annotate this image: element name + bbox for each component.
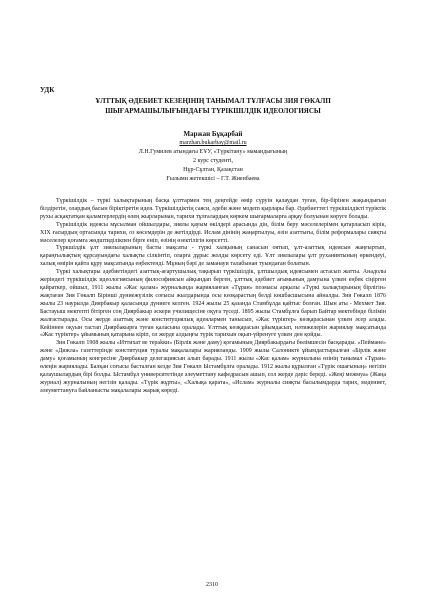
author-affiliation: Л.Н.Гумилев атындағы ЕҰУ, «Түркітану» мамандығының	[138, 149, 288, 155]
title-line-2: ШЫҒАРМАШЫЛЫҒЫНДАҒЫ ТҮРІКШІЛДІК ИДЕОЛОГИЯСЫ	[105, 107, 321, 115]
author-name: Маржан Бұқарбай	[183, 130, 243, 138]
paragraph: Зия Гөкалп 1908 жылы «Иттихат ве тераkки» (Бірлік және даму) қоғамының Диярбакырдағы бөлімшесін басқарады. «Пеймане» және «Дижла» газеттерінде конституция туралы мақалалары жарияланды. 1909 жылы Салоникте ұйымдастырылған «Бірлік және даму» қоғамының конгресіне Диярбакыр делегациясын алып барады. 1911 жылы «Жас қалам» журналына өзінің танымал «Тұран» өлеңін жариялады. Балқан соғысы басталған кезде Зия Гөкалп Ыстамбұлға оралады. 1912 жылы құрылған «Түрік ошағының» негізін қалаушылардың бірі болды. Ыстамбұл университетінде әлеуметтану кафедрасын ашып, сол жерде дәріс береді. «Жеңі межмуа» (Жаңа журнал) журналының негізін қалады. «Түрік жұрты», «Халықа қарата», «Ислам» журналы сияқты басылымдарда тарих, мәдениет, әлеуметтануға байланысты мақалалары жарық көреді.	[40, 340, 386, 394]
author-course: 2 курс студенті,	[192, 158, 234, 164]
article-title	[40, 96, 386, 116]
author-email[interactable]: marzhan.bukarbay@mail.ru	[179, 140, 247, 146]
author-block	[40, 130, 386, 184]
page-number: 2310	[206, 582, 218, 588]
title-line-1: ҰЛТТЫҚ ӘДЕБИЕТ КЕЗЕҢІНІҢ ТАНЫМАЛ ТҰЛҒАСЫ ЗИЯ ГӨКАЛП	[95, 97, 331, 105]
paragraph: Түркі халықтары әдебиетіндегі азаттық-ағартушылық тақырып түркішілдік, ұлтшылдық идеясымен астасып жатты. Анадолы жеріндегі түркішілдік идеологиясының философиясын айқындап берген, ұлттық әдебиет ағымының дамуына үлкен еңбек сіңірген қайраткер, ойшыл, 1911 жылы «Жас қалам» журналында жарияланған «Тұран» поэмасы арқылы «Түркі халықтарының бірлігін» жақтаған Зия Гөкалп Бірінші дүниежүзілік соғысы жылдарында осы көзқарастың белді көшбасшысына айналды. Зия Гөкалп 1876 жылы 23 наурызда Диярбакыр қаласында дүниеге келген. 1924 жылы 25 қазанда Стамбұлда қайтыс болған. Шын аты - Мехмет Зия. Бастауыш мектепті бітірген соң Диярбакыр әскери училищесіне оқуға түседі. 1895 жылы Стамбұлға барып Байтар мектебінде білімін жалғастырады. Осы жерде азаттық және конституциялық идеялармен танысып, «Жас түріктер» көзқарасынан үлкен әсер алады. Кейіннен оқуын тастап Диярбакырға туған қаласына оралады. Ұлттық көзқарасын ұйымдасып, нәтижелерін жариялау мақсатында «Жас түріктер» ұйымының қатарына кіріп, ол жерде алдыңғы түрік тарихын оқып-үйренуге үлкен ден қойды.	[40, 269, 386, 339]
author-supervisor: Ғылыми жетекшісі – Г.Т. Жиенбаева	[166, 176, 260, 182]
article-content	[40, 82, 386, 396]
paragraph: Түркшілдік ұлт зиялыларының басты мақсаты - түркі халқының санасын оятып, ұлт-азаттық идеясын жаңғыртып, қараңғылықтың құрсауындағы халықты сілкінтіп, оларға дұрыс жолды көрсету еді. Ұлт зиялылары ұлт руханиятының өркендеуі, халық өмірін қайта құру мақсатында еңбектенді. Мұның бәрі де заманауи талабынан туындаған болатын.	[40, 245, 386, 268]
article-body	[40, 198, 386, 396]
author-city: Нұр-Сұлтан, Қазақстан	[183, 167, 243, 173]
paragraph: Түркішілдік идеясы мұсылман ойшылдары, зиялы қауым өкілдері арасында дін, білім беру мәселелерімен қатарласып кірік, XIX ғасырдың ортасында тарихи, оз көсемдерін де жетілдірді. Ислам дінінің жаңартылуы, өзін азаттығы, білім реформалары сияқты мәселелер қоғамға жөдштиділікпен бірге еніп, өзінің өзектілігін көрсетті.	[40, 221, 386, 244]
paragraph: Түркішілдік – түркі халықтарының басқа ұлттармен тең деңгейде өмір сүруін қалаудан туған, бір-бірінен жақындығын білдіретін, олардың басын біріктіретін идея. Түркішілдіктің саяси, әдеби және модern қырлары бар. Әдебиеттегі түркішілдікті түріктік рухы асқақтатқан қаламгерлердің өлең жырларынан, тарихи тұлғалардың көркем шығармаларға арқау болуынан көруге болады.	[40, 198, 386, 220]
udk-label: УДК	[40, 86, 55, 94]
